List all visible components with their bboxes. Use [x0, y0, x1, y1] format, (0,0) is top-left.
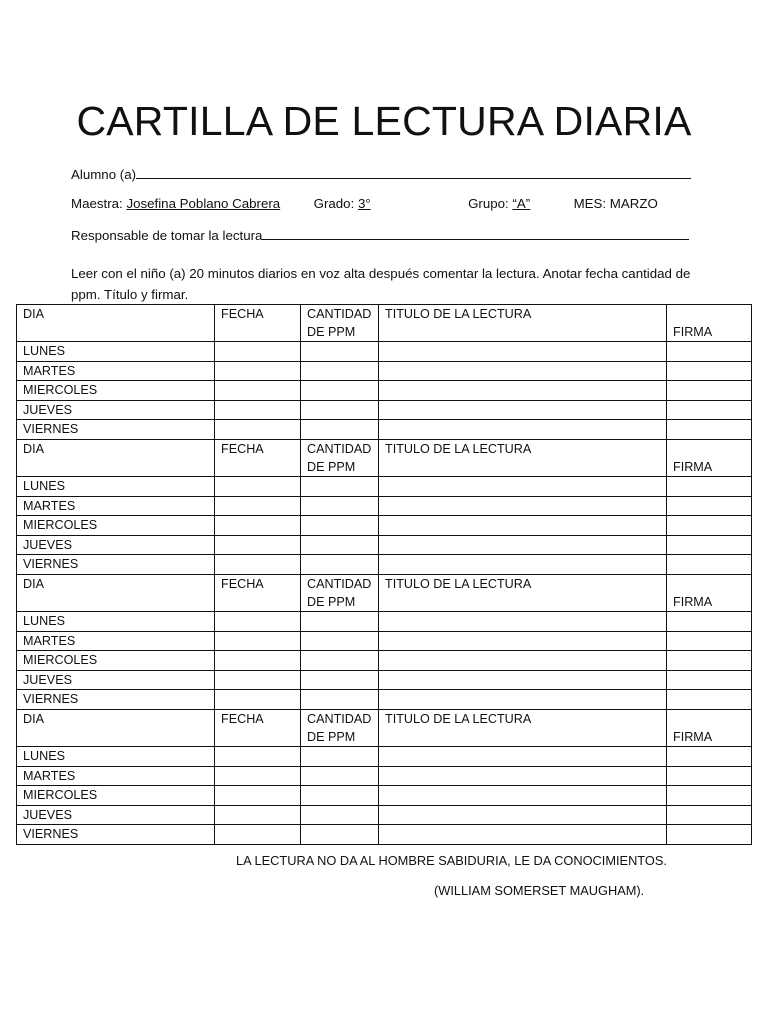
day-cell: VIERNES — [17, 555, 215, 575]
header-ppm — [301, 574, 379, 611]
ppm-cell[interactable] — [301, 631, 379, 651]
day-cell: LUNES — [17, 342, 215, 362]
table-row — [17, 476, 752, 496]
header-signature: FIRMA — [667, 439, 752, 476]
header-signature: FIRMA — [667, 574, 752, 611]
reading-title-cell[interactable] — [379, 631, 667, 651]
ppm-cell[interactable] — [301, 555, 379, 575]
student-line — [71, 165, 691, 182]
day-cell: VIERNES — [17, 825, 215, 845]
signature-cell[interactable] — [667, 805, 752, 825]
ppm-cell[interactable] — [301, 476, 379, 496]
reading-title-cell[interactable] — [379, 342, 667, 362]
signature-cell[interactable] — [667, 476, 752, 496]
table-row — [17, 825, 752, 845]
day-cell: MARTES — [17, 361, 215, 381]
date-cell[interactable] — [215, 786, 301, 806]
ppm-cell[interactable] — [301, 746, 379, 766]
day-cell: VIERNES — [17, 420, 215, 440]
day-cell: MARTES — [17, 496, 215, 516]
day-cell: JUEVES — [17, 670, 215, 690]
group-label: Grupo: — [468, 196, 509, 211]
table-row — [17, 516, 752, 536]
header-date: FECHA — [215, 439, 301, 476]
reading-title-cell[interactable] — [379, 420, 667, 440]
reading-title-cell[interactable] — [379, 611, 667, 631]
reading-title-cell[interactable] — [379, 651, 667, 671]
reading-title-cell[interactable] — [379, 400, 667, 420]
day-cell: LUNES — [17, 746, 215, 766]
table-row — [17, 361, 752, 381]
header-reading-title: TITULO DE LA LECTURA — [379, 305, 667, 342]
header-day: DIA — [17, 574, 215, 611]
header-reading-title: TITULO DE LA LECTURA — [379, 439, 667, 476]
table-row — [17, 766, 752, 786]
responsible-label: Responsable de tomar la lectura — [71, 228, 263, 243]
teacher-name: Josefina Poblano Cabrera — [126, 196, 281, 211]
day-cell: MARTES — [17, 631, 215, 651]
header-day: DIA — [17, 305, 215, 342]
quote-text: LA LECTURA NO DA AL HOMBRE SABIDURIA, LE DA CONOCIMIENTOS. — [236, 853, 667, 868]
ppm-cell[interactable] — [301, 825, 379, 845]
signature-cell[interactable] — [667, 496, 752, 516]
student-field[interactable] — [136, 165, 691, 179]
student-label: Alumno (a) — [71, 167, 137, 182]
teacher-label: Maestra: — [71, 196, 123, 211]
group-value: “A” — [512, 196, 531, 211]
date-cell[interactable] — [215, 516, 301, 536]
header-ppm-line1: CANTIDAD — [307, 307, 372, 321]
reading-title-cell[interactable] — [379, 516, 667, 536]
signature-cell[interactable] — [667, 516, 752, 536]
signature-cell[interactable] — [667, 535, 752, 555]
signature-cell[interactable] — [667, 690, 752, 710]
signature-cell[interactable] — [667, 381, 752, 401]
header-ppm-line1: CANTIDAD — [307, 576, 372, 591]
date-cell[interactable] — [215, 690, 301, 710]
instructions-text: Leer con el niño (a) 20 minutos diarios en voz alta después comentar la lectura. Anotar fecha cantidad de ppm. Título y firmar. — [71, 266, 691, 302]
date-cell[interactable] — [215, 476, 301, 496]
table-header-row — [17, 305, 752, 342]
signature-cell[interactable] — [667, 786, 752, 806]
teacher-line — [71, 196, 658, 211]
table-row — [17, 400, 752, 420]
day-cell: VIERNES — [17, 690, 215, 710]
signature-cell[interactable] — [667, 670, 752, 690]
table-row — [17, 381, 752, 401]
date-cell[interactable] — [215, 670, 301, 690]
date-cell[interactable] — [215, 611, 301, 631]
month-text: MES: MARZO — [573, 196, 658, 211]
reading-title-cell[interactable] — [379, 805, 667, 825]
header-date: FECHA — [215, 709, 301, 746]
header-day: DIA — [17, 439, 215, 476]
reading-title-cell[interactable] — [379, 690, 667, 710]
table-row — [17, 631, 752, 651]
date-cell[interactable] — [215, 381, 301, 401]
date-cell[interactable] — [215, 535, 301, 555]
signature-cell[interactable] — [667, 361, 752, 381]
date-cell[interactable] — [215, 400, 301, 420]
header-ppm-line2: DE PPM — [307, 729, 356, 744]
table-row — [17, 746, 752, 766]
table-header-row — [17, 439, 752, 476]
day-cell: MIERCOLES — [17, 651, 215, 671]
signature-cell[interactable] — [667, 766, 752, 786]
ppm-cell[interactable] — [301, 611, 379, 631]
table-row — [17, 535, 752, 555]
table-row — [17, 342, 752, 362]
ppm-cell[interactable] — [301, 670, 379, 690]
header-signature: FIRMA — [667, 305, 752, 342]
table-row — [17, 670, 752, 690]
reading-title-cell[interactable] — [379, 535, 667, 555]
table-row — [17, 786, 752, 806]
reading-log-table — [16, 304, 752, 845]
ppm-cell[interactable] — [301, 420, 379, 440]
ppm-cell[interactable] — [301, 651, 379, 671]
header-reading-title: TITULO DE LA LECTURA — [379, 574, 667, 611]
header-ppm — [301, 439, 379, 476]
ppm-cell[interactable] — [301, 766, 379, 786]
page-title: CARTILLA DE LECTURA DIARIA — [76, 98, 692, 144]
signature-cell[interactable] — [667, 746, 752, 766]
day-cell: MIERCOLES — [17, 381, 215, 401]
header-ppm-line2: DE PPM — [307, 325, 356, 339]
ppm-cell[interactable] — [301, 381, 379, 401]
ppm-cell[interactable] — [301, 361, 379, 381]
reading-title-cell[interactable] — [379, 496, 667, 516]
ppm-cell[interactable] — [301, 342, 379, 362]
signature-cell[interactable] — [667, 342, 752, 362]
grade-label: Grado: — [313, 196, 355, 211]
reading-title-cell[interactable] — [379, 746, 667, 766]
date-cell[interactable] — [215, 631, 301, 651]
ppm-cell[interactable] — [301, 516, 379, 536]
table-header-row — [17, 574, 752, 611]
date-cell[interactable] — [215, 805, 301, 825]
reading-title-cell[interactable] — [379, 786, 667, 806]
responsible-field[interactable] — [262, 226, 689, 240]
reading-title-cell[interactable] — [379, 766, 667, 786]
day-cell: JUEVES — [17, 535, 215, 555]
date-cell[interactable] — [215, 766, 301, 786]
date-cell[interactable] — [215, 361, 301, 381]
signature-cell[interactable] — [667, 420, 752, 440]
table-row — [17, 496, 752, 516]
header-signature: FIRMA — [667, 709, 752, 746]
day-cell: MARTES — [17, 766, 215, 786]
table-row — [17, 555, 752, 575]
day-cell: JUEVES — [17, 805, 215, 825]
header-ppm — [301, 709, 379, 746]
signature-cell[interactable] — [667, 825, 752, 845]
header-reading-title: TITULO DE LA LECTURA — [379, 709, 667, 746]
reading-title-cell[interactable] — [379, 476, 667, 496]
header-date: FECHA — [215, 305, 301, 342]
ppm-cell[interactable] — [301, 400, 379, 420]
header-ppm — [301, 305, 379, 342]
reading-title-cell[interactable] — [379, 670, 667, 690]
signature-cell[interactable] — [667, 611, 752, 631]
header-date: FECHA — [215, 574, 301, 611]
header-day: DIA — [17, 709, 215, 746]
ppm-cell[interactable] — [301, 535, 379, 555]
date-cell[interactable] — [215, 555, 301, 575]
signature-cell[interactable] — [667, 651, 752, 671]
signature-cell[interactable] — [667, 631, 752, 651]
table-row — [17, 651, 752, 671]
ppm-cell[interactable] — [301, 496, 379, 516]
table-row — [17, 690, 752, 710]
day-cell: MIERCOLES — [17, 516, 215, 536]
responsible-line — [71, 226, 689, 243]
date-cell[interactable] — [215, 342, 301, 362]
date-cell[interactable] — [215, 651, 301, 671]
date-cell[interactable] — [215, 746, 301, 766]
reading-title-cell[interactable] — [379, 361, 667, 381]
grade-value: 3° — [357, 196, 371, 211]
day-cell: LUNES — [17, 611, 215, 631]
quote-author: (WILLIAM SOMERSET MAUGHAM). — [434, 883, 645, 898]
date-cell[interactable] — [215, 496, 301, 516]
table-row — [17, 611, 752, 631]
date-cell[interactable] — [215, 420, 301, 440]
day-cell: LUNES — [17, 476, 215, 496]
header-ppm-line2: DE PPM — [307, 594, 356, 609]
table-row — [17, 420, 752, 440]
day-cell: JUEVES — [17, 400, 215, 420]
table-header-row — [17, 709, 752, 746]
reading-title-cell[interactable] — [379, 381, 667, 401]
reading-title-cell[interactable] — [379, 555, 667, 575]
signature-cell[interactable] — [667, 555, 752, 575]
header-ppm-line2: DE PPM — [307, 459, 356, 474]
ppm-cell[interactable] — [301, 805, 379, 825]
date-cell[interactable] — [215, 825, 301, 845]
day-cell: MIERCOLES — [17, 786, 215, 806]
header-ppm-line1: CANTIDAD — [307, 441, 372, 456]
ppm-cell[interactable] — [301, 690, 379, 710]
reading-title-cell[interactable] — [379, 825, 667, 845]
table-row — [17, 805, 752, 825]
signature-cell[interactable] — [667, 400, 752, 420]
header-ppm-line1: CANTIDAD — [307, 711, 372, 726]
ppm-cell[interactable] — [301, 786, 379, 806]
